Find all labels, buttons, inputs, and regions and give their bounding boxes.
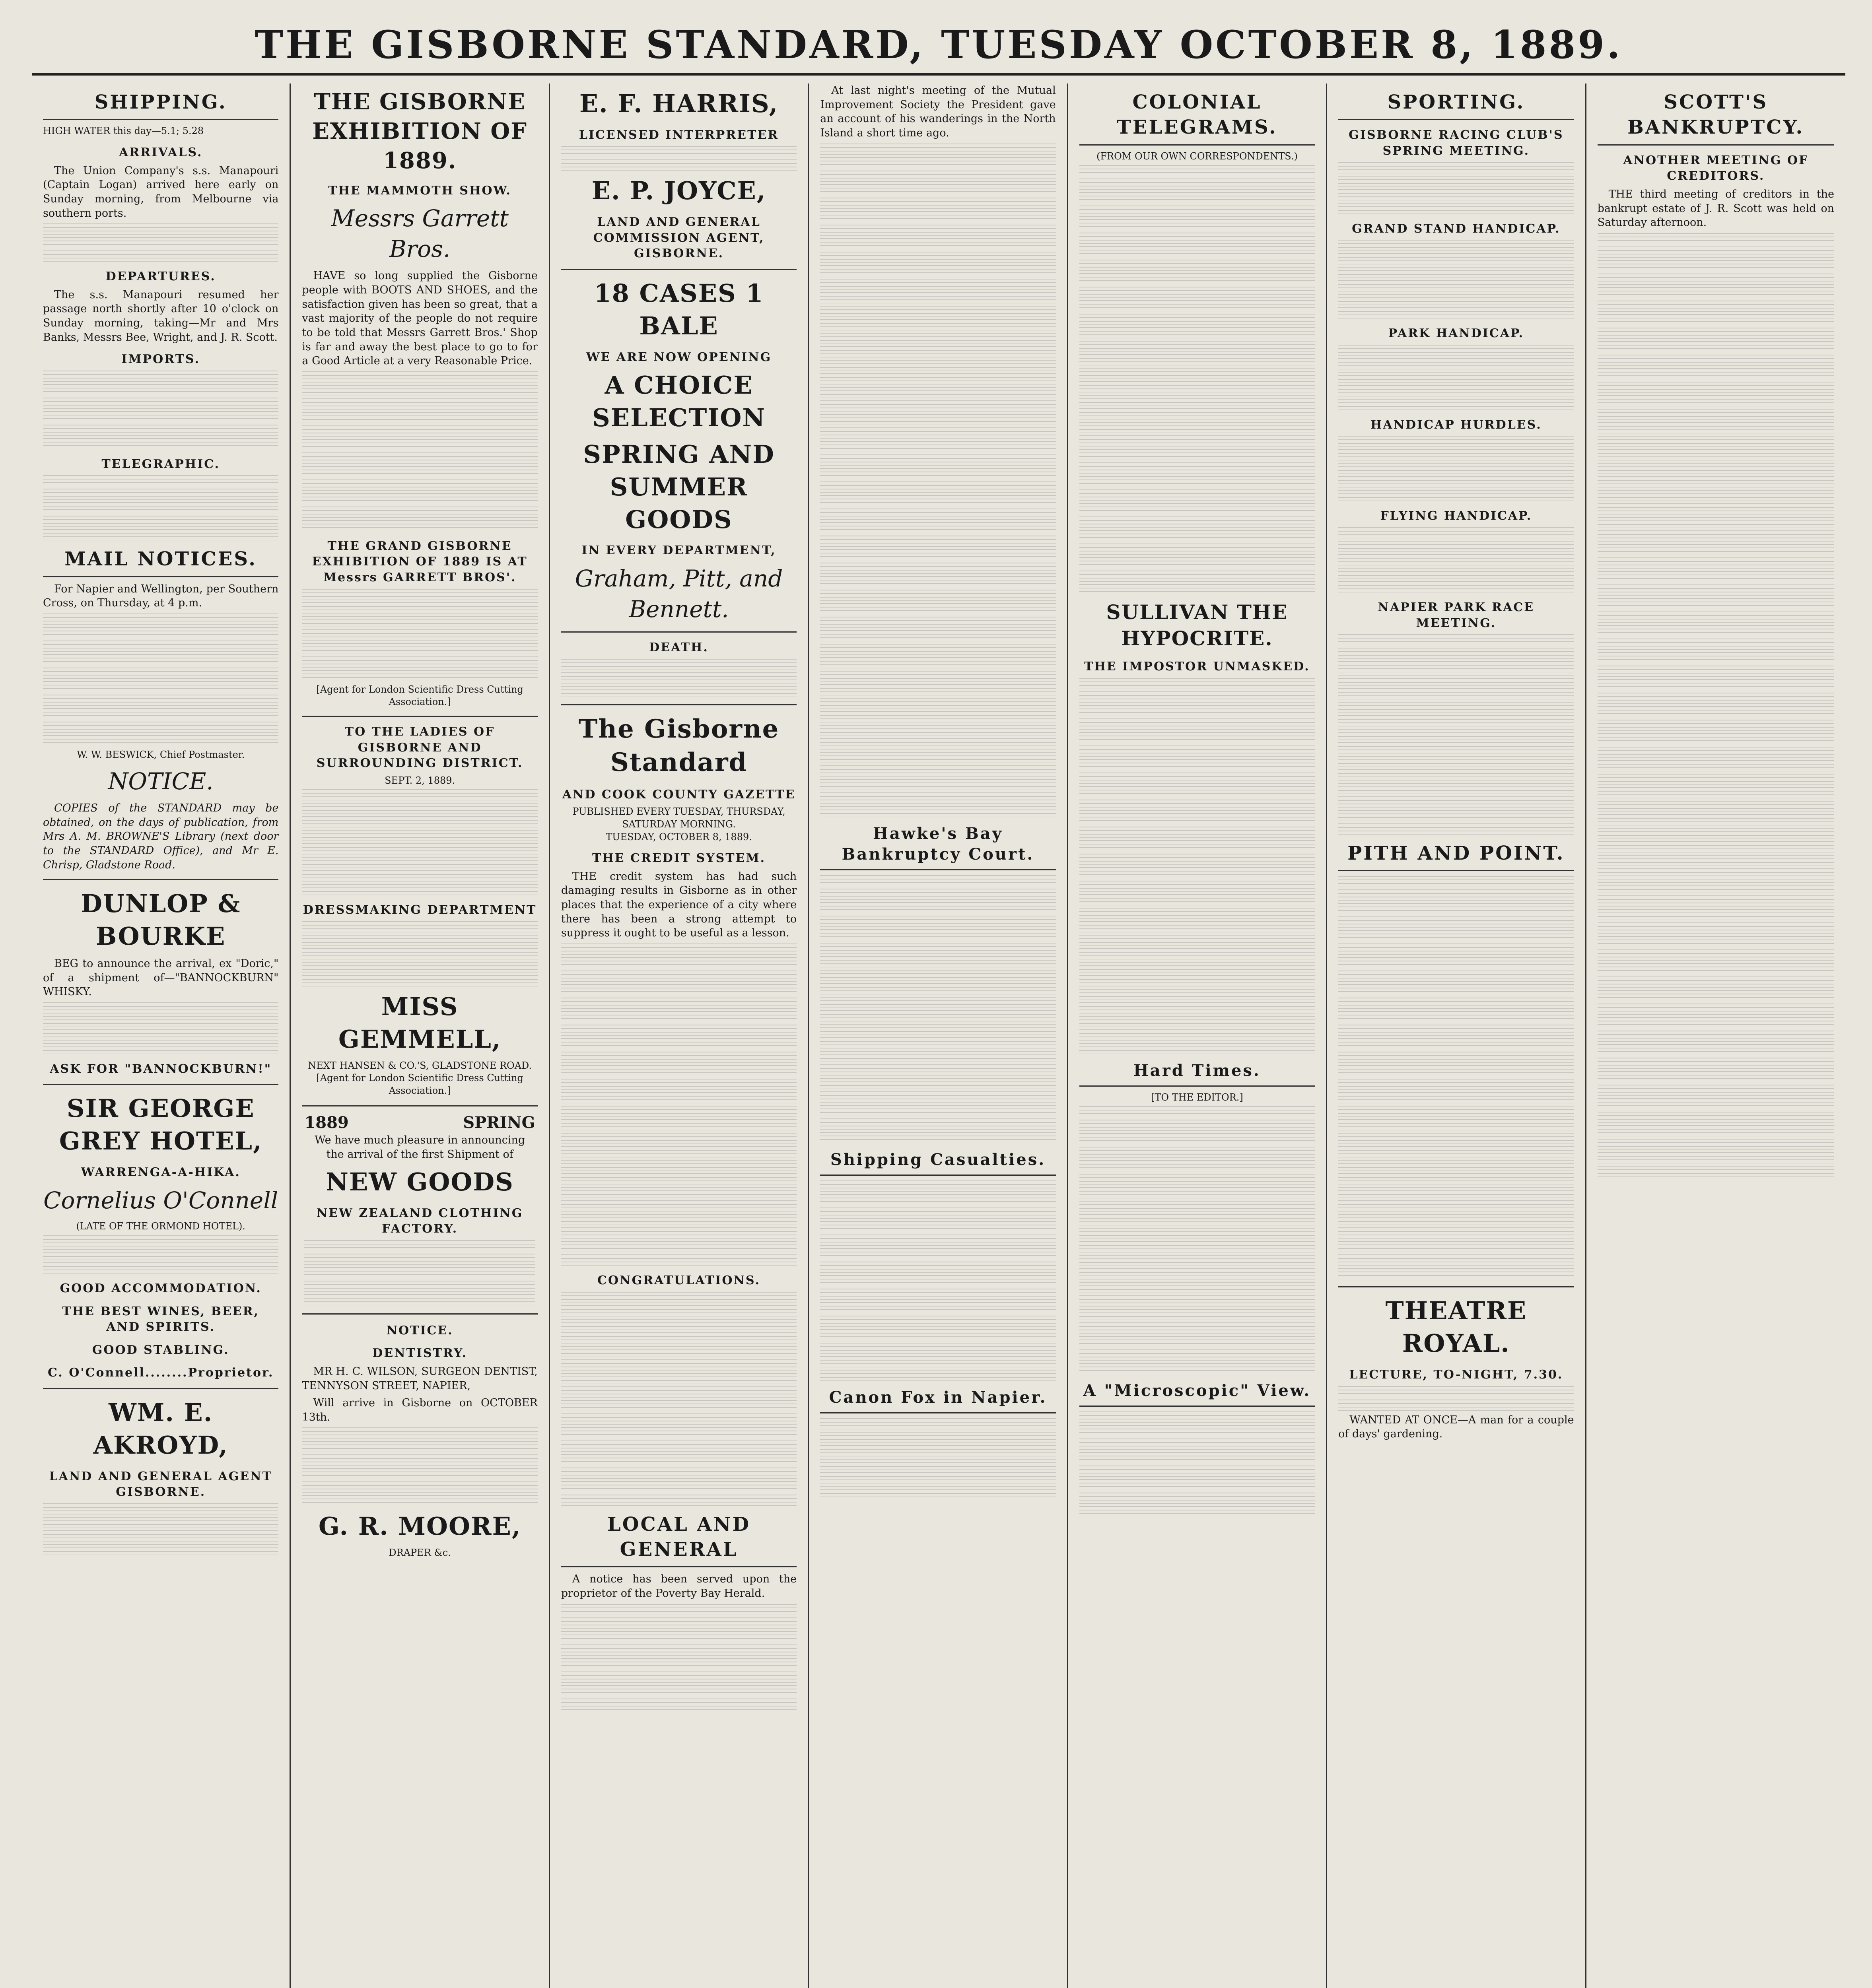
death-heading: DEATH. xyxy=(649,641,709,655)
sullivan-heading: SULLIVAN THE HYPOCRITE. xyxy=(1106,600,1288,650)
opening: WE ARE NOW OPENING xyxy=(586,350,772,364)
agent-note-1: [Agent for London Scientific Dress Cutting Association.] xyxy=(316,683,523,708)
wilson-heading: MR H. C. WILSON, SURGEON DENTIST, TENNYSON STREET, NAPIER, xyxy=(302,1365,538,1392)
own-correspondents: (FROM OUR OWN CORRESPONDENTS.) xyxy=(1096,150,1298,162)
hawkes-bay-heading: Hawke's Bay Bankruptcy Court. xyxy=(820,823,1056,871)
sporting-heading: SPORTING. xyxy=(1338,90,1574,120)
akroyd-sub: LAND AND GENERAL AGENT GISBORNE. xyxy=(49,1469,272,1499)
flying-handicap: FLYING HANDICAP. xyxy=(1380,509,1532,523)
microscopic-heading: A "Microscopic" View. xyxy=(1079,1380,1315,1407)
grand-exhibition: THE GRAND GISBORNE EXHIBITION OF 1889 IS AT Messrs GARRETT BROS'. xyxy=(312,539,528,584)
local-text: A notice has been served upon the proprietor of the Poverty Bay Herald. xyxy=(561,1573,797,1600)
joyce-name: E. P. JOYCE, xyxy=(591,176,766,206)
racing-club: GISBORNE RACING CLUB'S SPRING MEETING. xyxy=(1349,128,1564,158)
credit-heading: THE CREDIT SYSTEM. xyxy=(592,851,766,866)
arrivals-text: The Union Company's s.s. Manapouri (Captain Logan) arrived here early on Sunday morning, from Melbourne via southern ports. xyxy=(43,164,279,219)
column-7 xyxy=(1586,83,1845,1988)
columns xyxy=(32,83,1845,1988)
colonial-telegrams-heading: COLONIAL TELEGRAMS. xyxy=(1079,90,1315,146)
gemmell-name: MISS GEMMELL, xyxy=(338,992,502,1054)
shipping-heading: SHIPPING. xyxy=(43,90,278,120)
ladies-heading: TO THE LADIES OF GISBORNE AND SURROUNDING DISTRICT. xyxy=(316,724,523,771)
departures-text: The s.s. Manapouri resumed her passage north shortly after 10 o'clock on Sunday morning, taking—Mr and Mrs Banks, Messrs Bee, Wright, and J. R. Scott. xyxy=(43,288,279,344)
bannockburn-ask: ASK FOR "BANNOCKBURN!" xyxy=(50,1062,272,1076)
akroyd-heading: WM. E. AKROYD, xyxy=(93,1398,228,1460)
another-meeting: ANOTHER MEETING OF CREDITORS. xyxy=(1623,153,1809,183)
notice-2: NOTICE. xyxy=(386,1323,453,1338)
tide-line: HIGH WATER this day—5.1; 5.28 xyxy=(43,125,204,137)
oconnell-name: Cornelius O'Connell xyxy=(43,1186,278,1214)
shipping-casualties-heading: Shipping Casualties. xyxy=(820,1149,1056,1176)
telegraphic-heading: TELEGRAPHIC. xyxy=(101,457,220,471)
clothing-factory: NEW ZEALAND CLOTHING FACTORY. xyxy=(316,1206,523,1236)
date-line: TUESDAY, OCTOBER 8, 1889. xyxy=(606,831,752,843)
accommodation: GOOD ACCOMMODATION. xyxy=(60,1281,262,1295)
proprietor: C. O'Connell........Proprietor. xyxy=(47,1366,274,1380)
exhibition-title: THE GISBORNE EXHIBITION OF 1889. xyxy=(312,89,527,174)
lecture: LECTURE, TO-NIGHT, 7.30. xyxy=(1349,1368,1563,1382)
moore-sub: DRAPER &c. xyxy=(389,1547,451,1559)
pith-point-heading: PITH AND POINT. xyxy=(1338,841,1574,871)
dunlop-text: BEG to announce the arrival, ex "Doric," of a shipment of—"BANNOCKBURN" WHISKY. xyxy=(43,957,279,998)
spring-label: SPRING xyxy=(463,1113,535,1132)
column-5 xyxy=(1068,83,1327,1988)
notice-text: COPIES of the STANDARD may be obtained, on the days of publication, from Mrs A. M. BROWNE'S Library (next door to the STANDARD Office), and Mr E. Chrisp, Gladstone Road. xyxy=(43,802,279,871)
local-heading: LOCAL AND GENERAL xyxy=(561,1512,797,1568)
notice-heading: NOTICE. xyxy=(108,767,214,795)
arrivals-heading: ARRIVALS. xyxy=(119,146,203,160)
column-3 xyxy=(550,83,809,1988)
mail-text: For Napier and Wellington, per Southern Cross, on Thursday, at 4 p.m. xyxy=(43,582,279,610)
we-have: We have much pleasure in announcing the arrival of the first Shipment of xyxy=(315,1134,525,1161)
column-6 xyxy=(1327,83,1586,1988)
spring-ad xyxy=(302,1105,537,1315)
bankruptcy-heading: SCOTT'S BANKRUPTCY. xyxy=(1598,90,1834,146)
agent-note-2: [Agent for London Scientific Dress Cutting Association.] xyxy=(316,1072,523,1096)
postmaster: W. W. BESWICK, Chief Postmaster. xyxy=(77,749,245,761)
gemmell-sub: NEXT HANSEN & CO.'S, GLADSTONE ROAD. xyxy=(308,1060,532,1071)
mail-notices-heading: MAIL NOTICES. xyxy=(43,547,278,577)
oconnell-sub: (LATE OF THE ORMOND HOTEL). xyxy=(76,1221,245,1232)
spring-year: 1889 xyxy=(304,1113,349,1132)
harris-name: E. F. HARRIS, xyxy=(579,89,779,118)
congrats-heading: CONGRATULATIONS. xyxy=(597,1273,760,1287)
dentistry: DENTISTRY. xyxy=(372,1346,467,1361)
hard-times-heading: Hard Times. xyxy=(1079,1060,1315,1087)
spring-summer: SPRING AND SUMMER GOODS xyxy=(583,439,775,534)
harris-sub: LICENSED INTERPRETER xyxy=(579,128,779,142)
masthead xyxy=(32,16,1845,76)
theatre-heading: THEATRE ROYAL. xyxy=(1385,1296,1527,1358)
bankruptcy-text: THE third meeting of creditors in the bankrupt estate of J. R. Scott was held on Saturday afternoon. xyxy=(1597,188,1834,229)
dunlop-heading: DUNLOP & BOURKE xyxy=(81,889,241,951)
departures-heading: DEPARTURES. xyxy=(105,270,216,284)
to-editor: [TO THE EDITOR.] xyxy=(1151,1091,1243,1103)
column-4 xyxy=(809,83,1068,1988)
newspaper-page xyxy=(32,16,1845,1988)
new-goods: NEW GOODS xyxy=(326,1167,514,1196)
col4-intro: At last night's meeting of the Mutual Improvement Society the President gave an account of his wanderings in the North Island a short time ago. xyxy=(820,84,1056,139)
published: PUBLISHED EVERY TUESDAY, THURSDAY, SATURDAY MORNING. xyxy=(572,806,785,830)
park-handicap: PARK HANDICAP. xyxy=(1388,326,1524,341)
wilson-text: Will arrive in Gisborne on OCTOBER 13th. xyxy=(302,1397,538,1423)
ladies-date: SEPT. 2, 1889. xyxy=(385,775,455,786)
column-2 xyxy=(291,83,550,1988)
hurdles: HANDICAP HURDLES. xyxy=(1370,417,1542,432)
choice: A CHOICE SELECTION xyxy=(592,371,766,433)
napier-park: NAPIER PARK RACE MEETING. xyxy=(1378,600,1535,630)
standard-title: The Gisborne Standard xyxy=(578,714,780,778)
stabling: GOOD STABLING. xyxy=(92,1343,229,1357)
garrett-bros: Messrs Garrett Bros. xyxy=(331,205,509,262)
garrett-text: HAVE so long supplied the Gisborne people with BOOTS AND SHOES, and the satisfaction given has been so great, that a vast majority of the people do not require to be told that Messrs Garrett Bros.' Shop is far and away the best place to go to for a Good Article at a very Reasonable Price. xyxy=(302,270,538,367)
canon-fox-heading: Canon Fox in Napier. xyxy=(820,1387,1056,1413)
wines: THE BEST WINES, BEER, AND SPIRITS. xyxy=(62,1304,260,1334)
moore-name: G. R. MOORE, xyxy=(318,1512,521,1541)
hotel-heading: SIR GEORGE GREY HOTEL, xyxy=(59,1094,262,1156)
hotel-place: WARRENGA-A-HIKA. xyxy=(81,1165,241,1180)
graham-pitt: Graham, Pitt, and Bennett. xyxy=(575,565,783,623)
cook-gazette: AND COOK COUNTY GAZETTE xyxy=(562,787,796,802)
joyce-sub: LAND AND GENERAL COMMISSION AGENT, GISBORNE. xyxy=(593,215,765,261)
mammoth-show: THE MAMMOTH SHOW. xyxy=(328,183,511,198)
every-dept: IN EVERY DEPARTMENT, xyxy=(581,544,776,558)
impostor-sub: THE IMPOSTOR UNMASKED. xyxy=(1084,660,1310,674)
masthead-title: THE GISBORNE STANDARD, TUESDAY OCTOBER 8, 1889. xyxy=(255,22,1623,67)
wanted: WANTED AT ONCE—A man for a couple of days' gardening. xyxy=(1338,1413,1574,1441)
grand-handicap: GRAND STAND HANDICAP. xyxy=(1352,221,1561,236)
cases: 18 CASES 1 BALE xyxy=(594,279,764,340)
column-1 xyxy=(32,83,291,1988)
imports-heading: IMPORTS. xyxy=(121,352,200,367)
dressmaking: DRESSMAKING DEPARTMENT xyxy=(303,903,537,917)
credit-text: THE credit system has had such damaging results in Gisborne as in other places that the experience of a city where there has been a strong attempt to suppress it ought to be useful as a lesson. xyxy=(561,870,797,940)
